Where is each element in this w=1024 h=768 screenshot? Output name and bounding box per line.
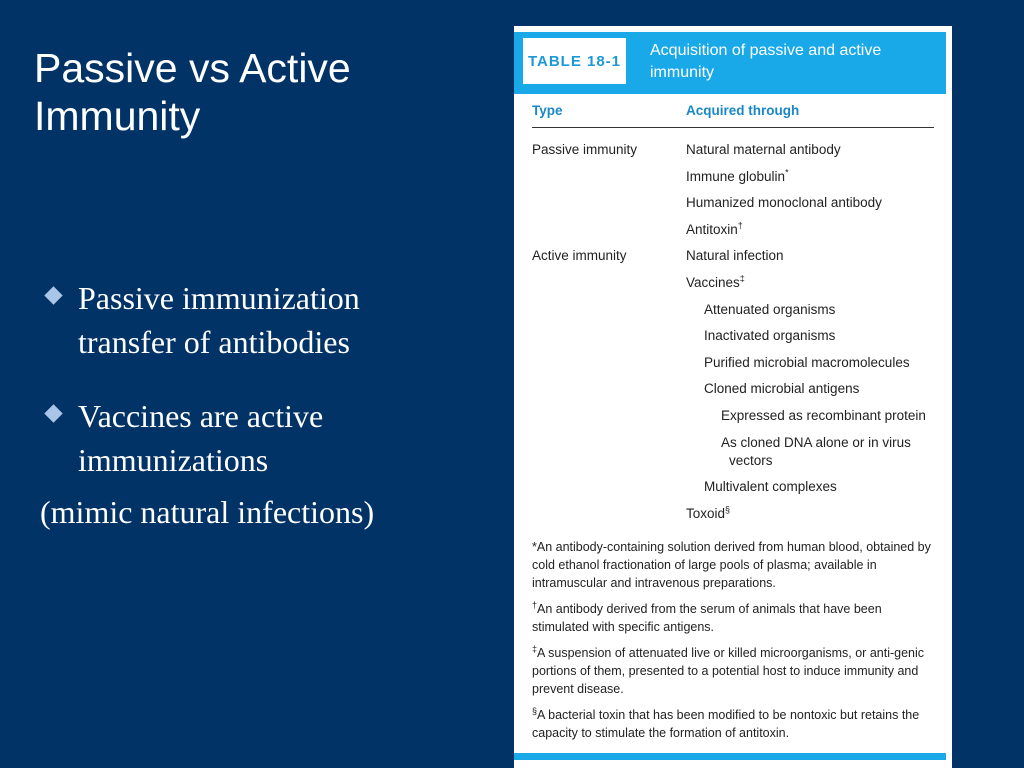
bullet-line: Vaccines are active — [78, 398, 324, 434]
row-acquired: Immune globulin* — [686, 167, 789, 184]
table-footnotes — [532, 538, 942, 750]
row-acquired: Expressed as recombinant protein — [721, 408, 926, 423]
footnote-text: A suspension of attenuated live or killed microorganisms, or anti-genic portions of them, presented to a potential host to induce immunity and prevent disease. — [532, 646, 925, 696]
bullet-item — [40, 276, 500, 364]
row-acquired: Inactivated organisms — [704, 328, 836, 344]
footnote — [532, 600, 942, 636]
footnote-mark: ‡ — [532, 643, 538, 654]
row-acquired: Vaccines‡ — [686, 273, 745, 290]
footnote-text: An antibody derived from the serum of animals that have been stimulated with specific antigens. — [532, 602, 882, 634]
bullet-line: immunizations — [78, 442, 269, 478]
row-type: Passive immunity — [532, 142, 638, 157]
diamond-bullet-icon — [44, 286, 62, 304]
table-caption: Acquisition of passive and active immunity — [650, 42, 882, 81]
footnote-mark: † — [737, 220, 743, 231]
row-acquired: Natural maternal antibody — [686, 142, 841, 157]
footnote-mark: § — [725, 504, 731, 515]
row-acquired: Cloned microbial antigens — [704, 381, 860, 397]
footnote-mark: * — [785, 167, 789, 178]
footnote — [532, 706, 942, 742]
table-label: TABLE 18-1 — [521, 36, 628, 86]
bullet-line: Passive immunization — [78, 280, 360, 316]
footnote-text: A bacterial toxin that has been modified to be nontoxic but retains the capacity to stimulate the formation of antitoxin. — [532, 708, 920, 740]
column-header-acquired: Acquired through — [686, 103, 800, 118]
table-header — [514, 32, 946, 94]
table-figure — [514, 26, 952, 768]
bullet-item — [40, 394, 500, 482]
bullet-list — [40, 276, 500, 534]
row-acquired-continued: vectors — [729, 452, 773, 468]
footnote-mark: ‡ — [739, 273, 745, 284]
row-acquired: Purified microbial macromolecules — [704, 354, 910, 370]
row-acquired: Humanized monoclonal antibody — [686, 195, 882, 211]
column-header-type: Type — [532, 103, 563, 118]
footnote — [532, 538, 942, 592]
row-acquired: Antitoxin† — [686, 220, 743, 237]
footnote — [532, 644, 942, 698]
row-acquired: Multivalent complexes — [704, 479, 837, 495]
bullet-line: transfer of antibodies — [78, 324, 350, 360]
row-acquired: Toxoid§ — [686, 504, 731, 521]
header-divider — [532, 127, 934, 128]
note-line: (mimic natural infections) — [40, 494, 375, 530]
row-acquired: Attenuated organisms — [704, 301, 836, 317]
footnote-text: *An antibody-containing solution derived from human blood, obtained by cold ethanol fractionation of large pools of plasma; available in intramuscular and intravenous preparations. — [532, 540, 931, 590]
table-bottom-bar — [514, 753, 946, 760]
slide-title: Passive vs Active Immunity — [34, 45, 351, 139]
row-acquired: Natural infection — [686, 248, 784, 264]
diamond-bullet-icon — [44, 404, 62, 422]
footnote-mark: † — [532, 599, 538, 610]
footnote-mark: § — [532, 705, 538, 716]
row-type: Active immunity — [532, 248, 627, 264]
row-acquired: As cloned DNA alone or in virus vectors — [721, 434, 911, 468]
